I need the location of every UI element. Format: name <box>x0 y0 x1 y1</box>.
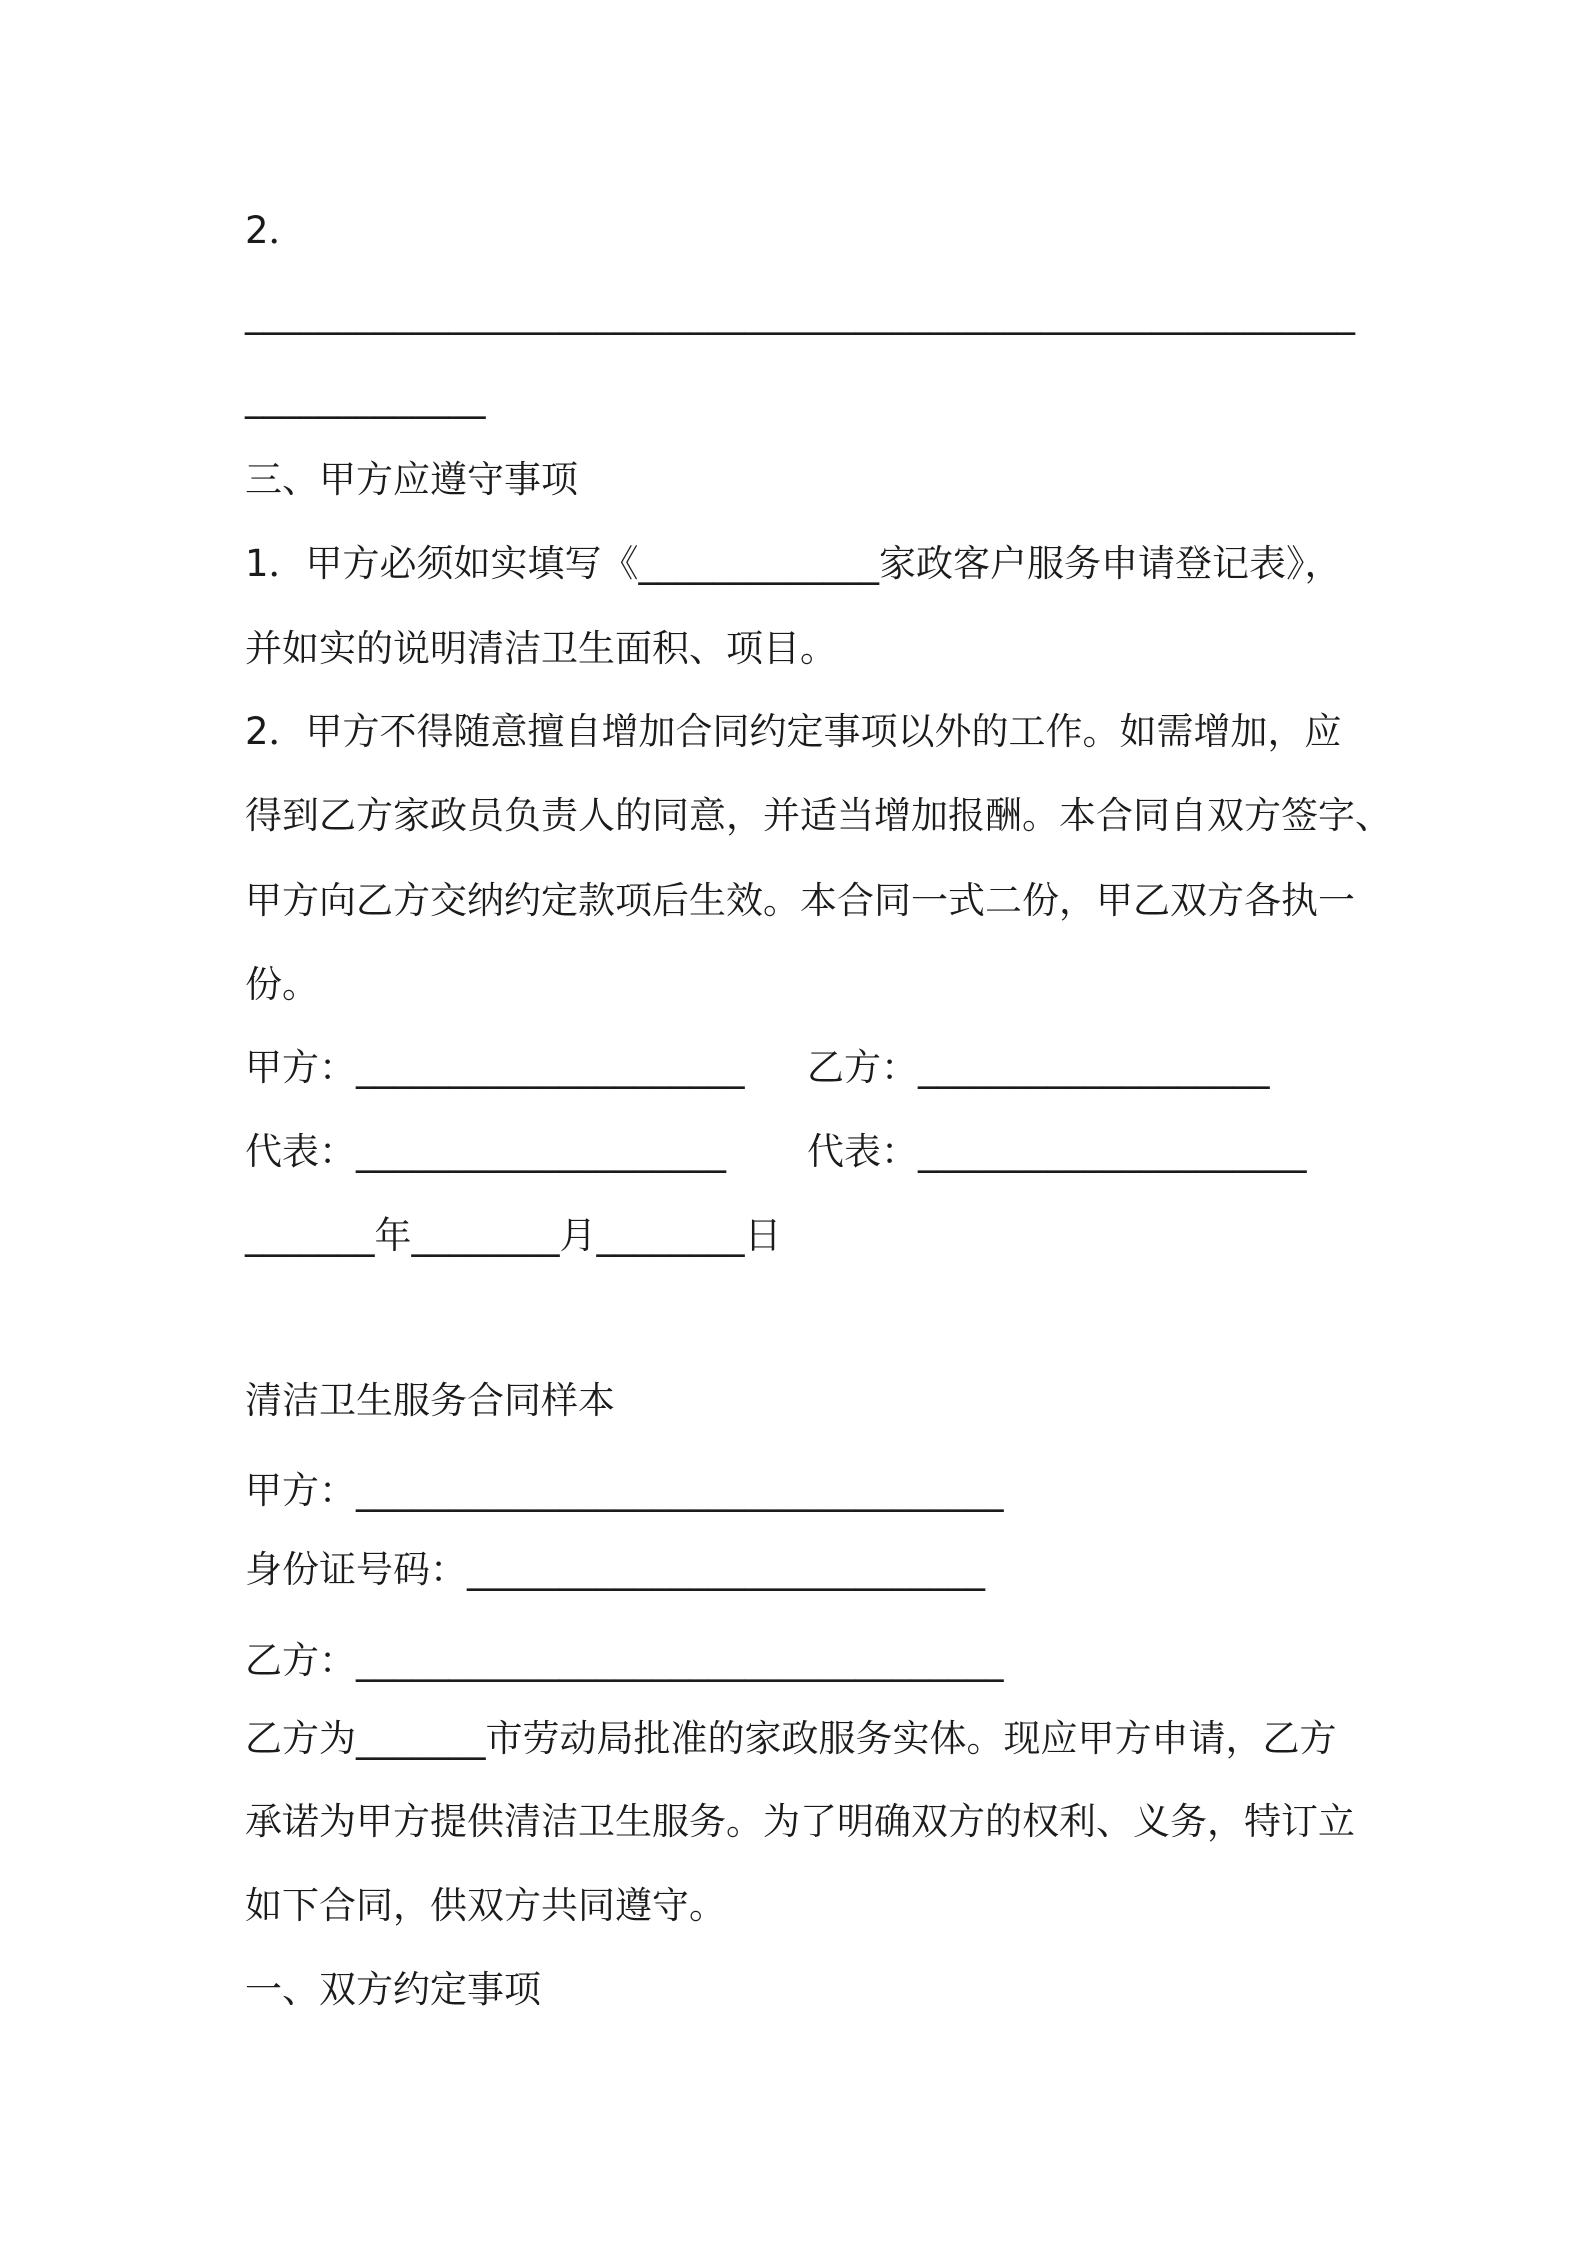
signature-date: _______年________月________日 <box>245 1214 782 1257</box>
contract-intro-line-2: 承诺为甲方提供清洁卫生服务。为了明确双方的权利、义务，特订立 <box>245 1800 1355 1843</box>
item-2-blank-line-2: _____________ <box>245 376 486 419</box>
section-3-item-2-line-3: 甲方向乙方交纳约定款项后生效。本合同一式二份，甲乙双方各执一 <box>245 879 1355 922</box>
item-2-blank-line-1: ____________________________________________________________ <box>245 292 1355 335</box>
item-2-label: 2． <box>245 209 306 252</box>
section-3-item-1-line-1: 1．甲方必须如实填写《_____________家政客户服务申请登记表》， <box>245 542 1342 585</box>
contract-party-b-field: 乙方：___________________________________ <box>245 1639 1004 1682</box>
contract-sample-title: 清洁卫生服务合同样本 <box>245 1379 615 1422</box>
contract-party-a-field: 甲方：___________________________________ <box>245 1469 1004 1512</box>
contract-id-number-field: 身份证号码：____________________________ <box>245 1548 985 1591</box>
section-1-heading: 一、双方约定事项 <box>245 1968 541 2011</box>
section-3-item-1-line-2: 并如实的说明清洁卫生面积、项目。 <box>245 627 837 670</box>
section-3-item-2-line-2: 得到乙方家政员负责人的同意，并适当增加报酬。本合同自双方签字、 <box>245 794 1392 837</box>
signature-representative-a: 代表：____________________ <box>245 1130 726 1173</box>
signature-representative-b: 代表：_____________________ <box>807 1130 1307 1173</box>
section-3-item-2-line-1: 2．甲方不得随意擅自增加合同约定事项以外的工作。如需增加，应 <box>245 710 1342 753</box>
contract-intro-line-3: 如下合同，供双方共同遵守。 <box>245 1884 726 1927</box>
signature-party-a: 甲方：_____________________ <box>245 1046 745 1089</box>
contract-intro-line-1: 乙方为_______市劳动局批准的家政服务实体。现应甲方申请，乙方 <box>245 1717 1337 1760</box>
signature-party-b: 乙方：___________________ <box>807 1046 1270 1089</box>
section-3-item-2-line-4: 份。 <box>245 963 319 1006</box>
section-3-heading: 三、甲方应遵守事项 <box>245 458 578 501</box>
